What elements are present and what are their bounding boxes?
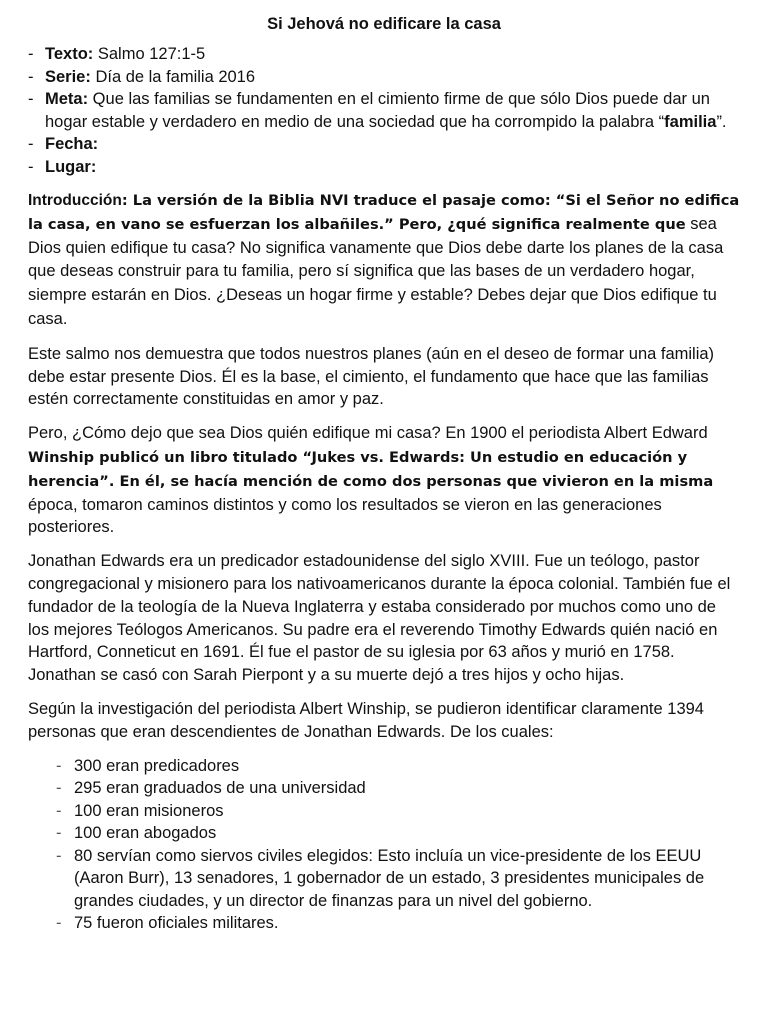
meta-label: Serie:: [45, 67, 91, 86]
paragraph-start: Pero, ¿Cómo dejo que sea Dios quién edifique mi casa? En 1900 el periodista Albert Edward: [28, 424, 708, 443]
paragraph-rest: época, tomaron caminos distintos y como los resultados se vieron en las generaciones posteriores.: [28, 495, 662, 537]
meta-item-fecha: [28, 133, 740, 156]
list-item: - 75 fueron oficiales militares.: [56, 912, 740, 935]
intro-label: Introducción: [28, 192, 122, 209]
intro-bold-text: : La versión de la Biblia NVI traduce el pasaje como: “Si el Señor no edifica la casa, en vano se esfuerzan los albañiles.” Pero, ¿qué significa realmente que: [28, 192, 740, 233]
intro-paragraph: [28, 190, 740, 332]
meta-item-meta: [28, 88, 740, 133]
paragraph-salmo: Este salmo nos demuestra que todos nuestros planes (aún en el deseo de formar una familia) debe estar presente Dios. Él es la base, el cimiento, el fundamento que hace que las familias estén correctamente constituidas en amor y paz.: [28, 344, 715, 409]
meta-label: Fecha:: [45, 135, 99, 153]
list-item: - 100 eran misioneros: [56, 800, 740, 823]
paragraph-edwards: Jonathan Edwards era un predicador estadounidense del siglo XVIII. Fue un teólogo, pastor congregacional y misionero para los nativoamericanos durante la época colonial. También fue el fundador de la teología de la Nueva Inglaterra y estaba considerado por muchos como uno de los mejores Teólogos Americanos. Su padre era el reverendo Timothy Edwards quién nació en Hartford, Conneticut en 1691. Él fue el pastor de su iglesia por 63 años y murió en 1758. Jonathan se casó con Sarah Pierpont y a su muerte dejó a tres hijos y ocho hijas.: [28, 552, 731, 685]
meta-label: Texto:: [45, 45, 94, 63]
list-item: - 80 servían como siervos civiles elegidos: Esto incluía un vice-presidente de los EEUU (Aaron Burr), 13 senadores, 1 gobernador de un estado, 3 presidentes municipales de grandes ciudades, y un director de finanzas para un nivel del gobierno.: [56, 845, 740, 913]
document-title: Si Jehová no edificare la casa: [267, 15, 501, 33]
descendants-list: [28, 755, 740, 935]
list-item: - 295 eran graduados de una universidad: [56, 777, 740, 800]
meta-label: Meta:: [45, 90, 89, 108]
list-item: - 300 eran predicadores: [56, 755, 740, 778]
meta-label: Lugar:: [45, 157, 97, 176]
meta-value: Día de la familia 2016: [90, 67, 256, 86]
meta-item-serie: [28, 66, 740, 89]
sermon-meta-list: [28, 43, 740, 178]
paragraph-bold-text: Winship publicó un libro titulado “Jukes vs. Edwards: Un estudio en educación y herencia”. En él, se hacía mención de como dos personas que vivieron en la misma: [28, 448, 714, 490]
meta-item-lugar: [28, 156, 740, 179]
list-item: - 100 eran abogados: [56, 822, 740, 845]
paragraph-winship: [28, 422, 740, 539]
paragraph-investigation: Según la investigación del periodista Albert Winship, se pudieron identificar claramente 1394 personas que eran descendientes de Jonathan Edwards. De los cuales:: [28, 699, 704, 741]
meta-value: Que las familias se fundamenten en el cimiento firme de que sólo Dios puede dar un hogar estable y verdadero en medio de una sociedad que ha corrompido la palabra “: [45, 90, 710, 131]
meta-value: Salmo 127:1-5: [93, 45, 206, 63]
meta-emphasis: familia: [664, 112, 717, 131]
intro-text: sea Dios quien edifique tu casa? No significa vanamente que Dios debe darte los planes de la casa que deseas construir para tu familia, pero sí significa que las bases de un verdadero hogar, siempre estarán en Dios. ¿Deseas un hogar firme y estable? Debes dejar que Dios edifique tu casa.: [28, 214, 724, 328]
meta-item-texto: [28, 43, 740, 66]
meta-tail: ”.: [716, 112, 727, 131]
